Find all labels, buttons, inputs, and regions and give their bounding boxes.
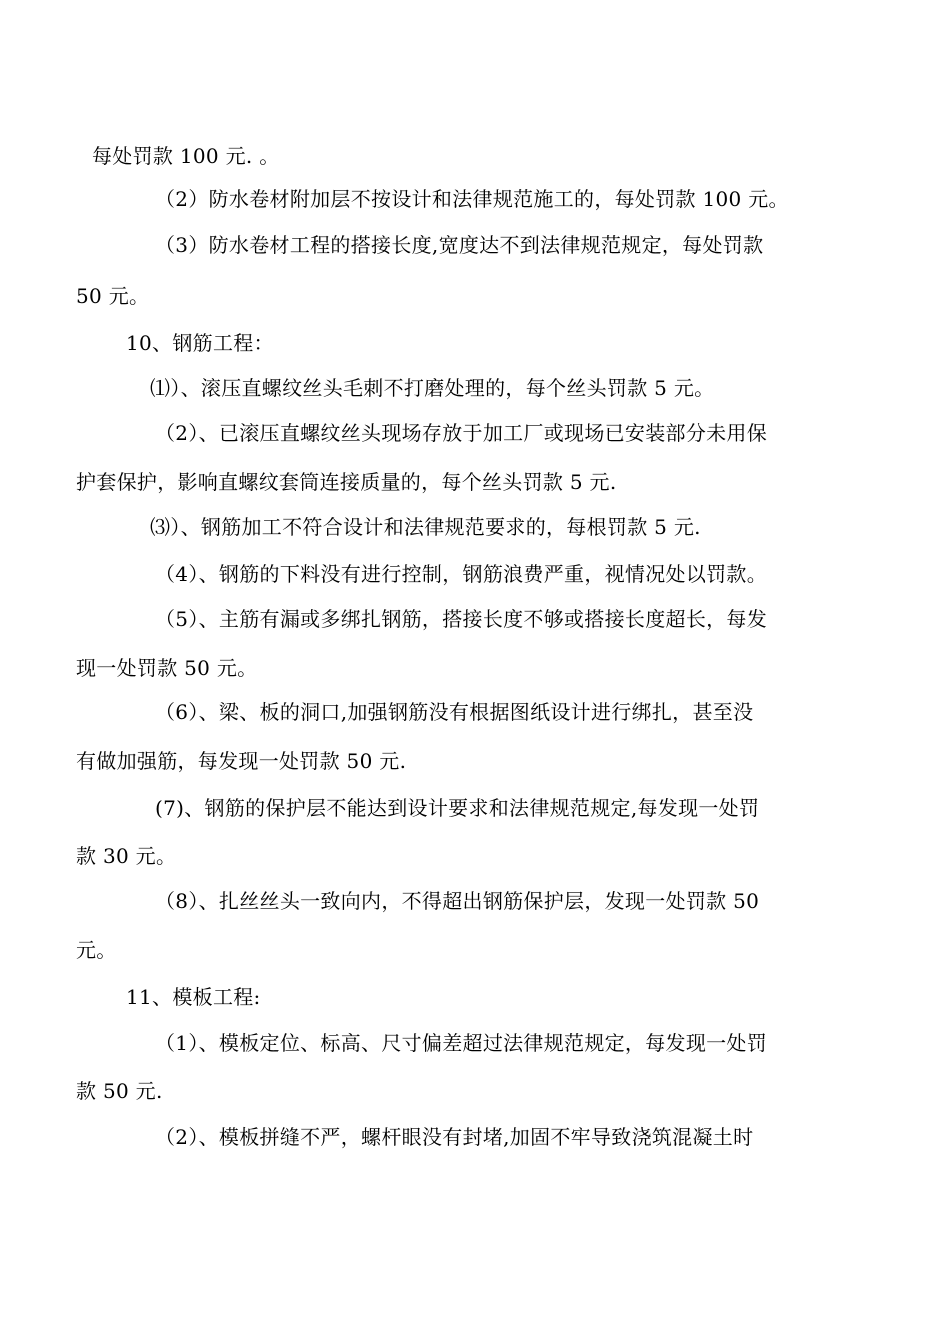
text-line-9: ⑶）、钢筋加工不符合设计和法律规范要求的，每根罚款 5 元.	[150, 515, 701, 539]
text-line-17: （8）、扎丝丝头一致向内，不得超出钢筋保护层，发现一处罚款 50	[155, 889, 760, 913]
text-line-7: （2）、已滚压直螺纹丝头现场存放于加工厂或现场已安装部分未用保	[155, 421, 768, 445]
text-line-20: （1）、模板定位、标高、尺寸偏差超过法律规范规定，每发现一处罚	[155, 1031, 768, 1055]
text-line-8: 护套保护，影响直螺纹套筒连接质量的，每个丝头罚款 5 元.	[76, 470, 617, 494]
text-line-12: 现一处罚款 50 元。	[76, 656, 258, 680]
text-line-14: 有做加强筋，每发现一处罚款 50 元.	[76, 749, 407, 773]
text-line-13: （6）、梁、板的洞口,加强钢筋没有根据图纸设计进行绑扎，甚至没	[155, 700, 754, 724]
text-line-3: （3）防水卷材工程的搭接长度,宽度达不到法律规范规定，每处罚款	[155, 233, 764, 257]
text-line-4: 50 元。	[76, 284, 150, 308]
text-line-22: （2）、模板拼缝不严，螺杆眼没有封堵,加固不牢导致浇筑混凝土时	[155, 1125, 754, 1149]
text-line-6: ⑴）、滚压直螺纹丝头毛刺不打磨处理的，每个丝头罚款 5 元。	[150, 376, 715, 400]
section-heading-rebar: 10、钢筋工程：	[126, 331, 274, 355]
text-line-11: （5）、主筋有漏或多绑扎钢筋，搭接长度不够或搭接长度超长，每发	[155, 607, 768, 631]
text-line-1: 每处罚款 100 元. 。	[92, 144, 280, 168]
section-heading-formwork: 11、模板工程:	[126, 985, 261, 1009]
text-line-10: （4）、钢筋的下料没有进行控制，钢筋浪费严重，视情况处以罚款。	[155, 562, 768, 586]
text-line-21: 款 50 元.	[76, 1079, 163, 1103]
text-line-2: （2）防水卷材附加层不按设计和法律规范施工的，每处罚款 100 元。	[155, 187, 789, 211]
text-line-16: 款 30 元。	[76, 844, 177, 868]
text-line-15: (7)、钢筋的保护层不能达到设计要求和法律规范规定,每发现一处罚	[155, 796, 760, 820]
text-line-18: 元。	[76, 938, 117, 962]
